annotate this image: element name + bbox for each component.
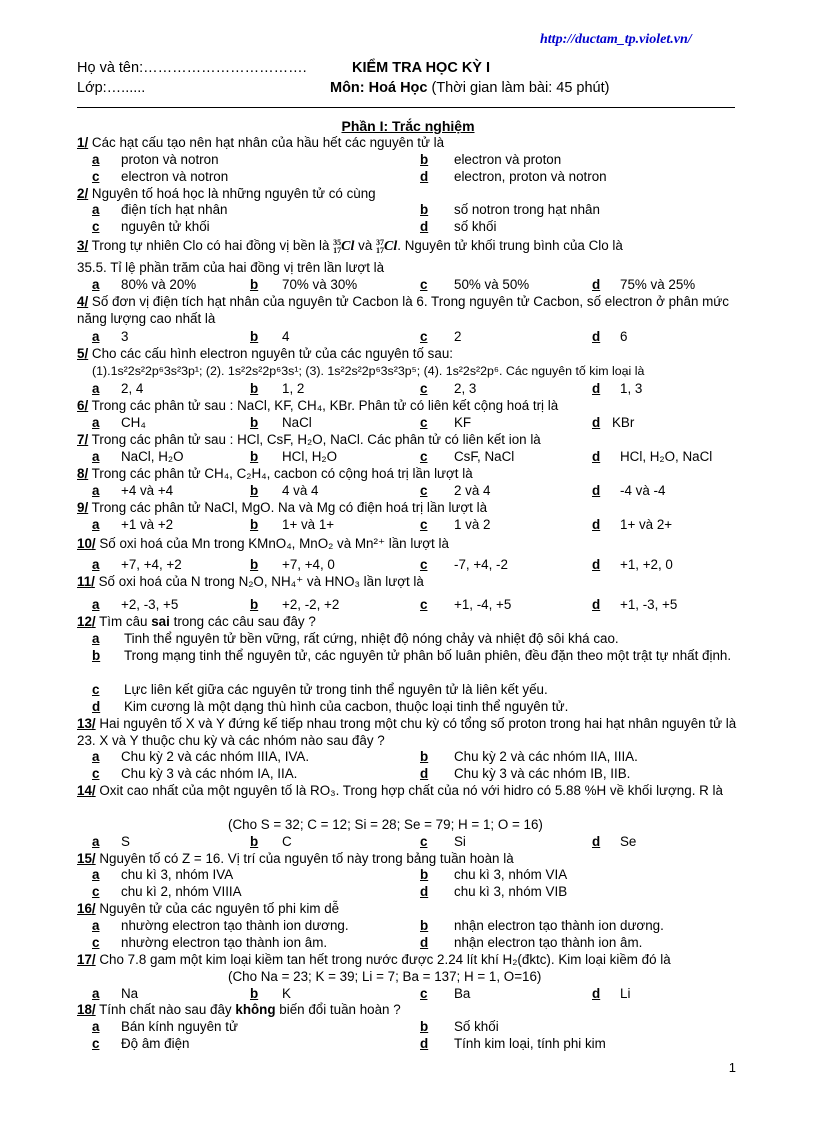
question-3: 3/ Trong tự nhiên Clo có hai đồng vị bền là 35 17Cl và 37 17Cl. Nguyên tử khối trung bình của Clo là [77, 237, 623, 255]
isotope-cl35: 35 17Cl [333, 237, 355, 255]
q17-option-b-text: K [282, 986, 291, 1001]
q4-option-d[interactable]: d [592, 329, 601, 344]
q10-option-a[interactable]: a [92, 557, 100, 572]
question-4: 4/ Số đơn vị điện tích hạt nhân của nguyên tử Cacbon là 6. Trong nguyên tử Cacbon, số electron ở phân mức năng lượng cao nhất là [77, 294, 729, 326]
q5-option-c[interactable]: c [420, 381, 428, 396]
q15-option-a-text: chu kì 3, nhóm IVA [121, 867, 234, 882]
q8-option-a[interactable]: a [92, 483, 100, 498]
q11-option-a-text: +2, -3, +5 [121, 597, 179, 612]
question-9: 9/ Trong các phân tử NaCl, MgO. Na và Mg có điện hoá trị lần lượt là [77, 500, 488, 515]
question-5: 5/ Cho các cấu hình electron nguyên tử của các nguyên tố sau: [77, 346, 453, 361]
q13-option-b-text: Chu kỳ 2 và các nhóm IIA, IIIA. [454, 749, 638, 764]
q5-option-d[interactable]: d [592, 381, 601, 396]
q14-option-c[interactable]: c [420, 834, 428, 849]
source-url[interactable]: http://ductam_tp.violet.vn/ [540, 32, 692, 47]
q15-option-d-text: chu kì 3, nhóm VIB [454, 884, 568, 899]
q16-option-d-text: nhận electron tạo thành ion âm. [454, 935, 643, 950]
q2-option-d[interactable]: d [420, 219, 429, 234]
q18-option-b-text: Số khối [454, 1019, 499, 1034]
q1-option-a[interactable]: a [92, 152, 100, 167]
q15-option-d[interactable]: d [420, 884, 429, 899]
q18-option-a[interactable]: a [92, 1019, 100, 1034]
q2-option-c-text: nguyên tử khối [121, 219, 210, 234]
q15-option-c-text: chu kì 2, nhóm VIIIA [121, 884, 242, 899]
question-10: 10/ Số oxi hoá của Mn trong KMnO₄, MnO₂ và Mn²⁺ lần lượt là [77, 536, 449, 551]
q12-option-a-text: Tinh thể nguyên tử bền vững, rất cứng, nhiệt độ nóng chảy và nhiệt độ sôi khá cao. [124, 631, 619, 646]
q5-option-d-text: 1, 3 [620, 381, 643, 396]
q5-electron-configs: (1).1s²2s²2p⁶3s²3p¹; (2). 1s²2s²2p⁶3s¹; (3). 1s²2s²2p⁶3s²3p⁵; (4). 1s²2s²2p⁶. Các nguyên tố kim loại là [92, 364, 645, 378]
q1-option-d-text: electron, proton và notron [454, 169, 607, 184]
subject-name: Môn: Hoá Học [330, 80, 428, 96]
q9-option-a-text: +1 và +2 [121, 517, 174, 532]
q12-option-c-text: Lực liên kết giữa các nguyên tử trong tinh thể nguyên tử là liên kết yếu. [124, 682, 548, 697]
q17-option-a-text: Na [121, 986, 139, 1001]
q14-option-c-text: Si [454, 834, 466, 849]
q17-given-data: (Cho Na = 23; K = 39; Li = 7; Ba = 137; H = 1, O=16) [228, 969, 542, 984]
q2-option-a[interactable]: a [92, 202, 100, 217]
q6-option-c-text: KF [454, 415, 472, 430]
q12-option-d[interactable]: d [92, 699, 101, 714]
q14-option-d-text: Se [620, 834, 637, 849]
q9-option-c-text: 1 và 2 [454, 517, 491, 532]
q10-option-a-text: +7, +4, +2 [121, 557, 182, 572]
q3-option-a-text: 80% và 20% [121, 277, 197, 292]
q10-option-d-text: +1, +2, 0 [620, 557, 673, 572]
q7-option-b[interactable]: b [250, 449, 259, 464]
q4-option-d-text: 6 [620, 329, 628, 344]
q7-option-b-text: HCl, H₂O [282, 449, 338, 464]
q7-option-a[interactable]: a [92, 449, 100, 464]
q17-option-d-text: Li [620, 986, 631, 1001]
q6-option-d[interactable]: d [592, 415, 601, 430]
question-13: 13/ Hai nguyên tố X và Y đứng kế tiếp nhau trong một chu kỳ có tổng số proton trong hai hạt nhân nguyên tử là 23. X và Y thuộc chu kỳ và các nhóm nào sau đây ? [77, 716, 737, 748]
q13-option-a-text: Chu kỳ 2 và các nhóm IIIA, IVA. [121, 749, 310, 764]
q4-option-a-text: 3 [121, 329, 129, 344]
q11-option-d[interactable]: d [592, 597, 601, 612]
q16-option-b-text: nhận electron tạo thành ion dương. [454, 918, 664, 933]
q10-option-b-text: +7, +4, 0 [282, 557, 335, 572]
q5-option-a-text: 2, 4 [121, 381, 144, 396]
q14-option-a[interactable]: a [92, 834, 100, 849]
q1-option-b-text: electron và proton [454, 152, 562, 167]
q5-option-a[interactable]: a [92, 381, 100, 396]
q12-option-c[interactable]: c [92, 682, 100, 697]
q3-option-b-text: 70% và 30% [282, 277, 358, 292]
q6-option-d-text: KBr [612, 415, 635, 430]
q9-option-b-text: 1+ và 1+ [282, 517, 335, 532]
q14-option-d[interactable]: d [592, 834, 601, 849]
q16-option-a-text: nhường electron tạo thành ion dương. [121, 918, 349, 933]
q8-option-c-text: 2 và 4 [454, 483, 491, 498]
q10-option-c-text: -7, +4, -2 [454, 557, 508, 572]
q13-option-d[interactable]: d [420, 766, 429, 781]
q5-option-b-text: 1, 2 [282, 381, 305, 396]
q11-option-a[interactable]: a [92, 597, 100, 612]
q18-option-c-text: Độ âm điện [121, 1036, 190, 1051]
q1-option-c[interactable]: c [92, 169, 100, 184]
q12-option-d-text: Kim cương là một dạng thù hình của cacbon, thuộc loại tinh thể nguyên tử. [124, 699, 569, 714]
q13-option-c[interactable]: c [92, 766, 100, 781]
question-1: 1/ Các hạt cấu tạo nên hạt nhân của hầu hết các nguyên tử là [77, 135, 445, 150]
q1-option-a-text: proton và notron [121, 152, 219, 167]
name-field-label: Họ và tên:……………………………. [77, 60, 307, 76]
q4-option-b-text: 4 [282, 329, 290, 344]
question-14: 14/ Oxit cao nhất của một nguyên tố là RO₃. Trong hợp chất của nó với hidro có 5.88 %H về khối lượng. R là [77, 783, 723, 798]
q14-option-b[interactable]: b [250, 834, 259, 849]
question-3-continued: 35.5. Tỉ lệ phần trăm của hai đồng vị trên lần lượt là [77, 260, 385, 275]
q11-option-c[interactable]: c [420, 597, 428, 612]
q14-option-b-text: C [282, 834, 292, 849]
question-18: 18/ Tính chất nào sau đây không biến đổi tuần hoàn ? [77, 1002, 401, 1017]
q15-option-a[interactable]: a [92, 867, 100, 882]
question-7: 7/ Trong các phân tử sau : HCl, CsF, H₂O, NaCl. Các phân tử có liên kết ion là [77, 432, 541, 447]
q18-option-c[interactable]: c [92, 1036, 100, 1051]
header-divider [77, 107, 735, 108]
q11-option-d-text: +1, -3, +5 [620, 597, 678, 612]
question-15: 15/ Nguyên tố có Z = 16. Vị trí của nguyên tố này trong bảng tuần hoàn là [77, 851, 514, 866]
exam-duration: (Thời gian làm bài: 45 phút) [431, 80, 610, 96]
q9-option-d[interactable]: d [592, 517, 601, 532]
q8-option-b-text: 4 và 4 [282, 483, 319, 498]
q7-option-c-text: CsF, NaCl [454, 449, 515, 464]
q3-option-d-text: 75% và 25% [620, 277, 696, 292]
q6-option-a[interactable]: a [92, 415, 100, 430]
q2-option-b[interactable]: b [420, 202, 429, 217]
q11-option-b-text: +2, -2, +2 [282, 597, 340, 612]
q11-option-c-text: +1, -4, +5 [454, 597, 512, 612]
q14-option-a-text: S [121, 834, 130, 849]
q18-option-d[interactable]: d [420, 1036, 429, 1051]
q8-option-b[interactable]: b [250, 483, 259, 498]
q5-option-c-text: 2, 3 [454, 381, 477, 396]
q12-option-a[interactable]: a [92, 631, 100, 646]
question-16: 16/ Nguyên tử của các nguyên tố phi kim dễ [77, 901, 340, 916]
question-8: 8/ Trong các phân tử CH₄, C₂H₄, cacbon có cộng hoá trị lần lượt là [77, 466, 473, 481]
question-6: 6/ Trong các phân tử sau : NaCl, KF, CH₄, KBr. Phân tử có liên kết cộng hoá trị là [77, 398, 559, 413]
question-17: 17/ Cho 7.8 gam một kim loại kiềm tan hết trong nước được 2.24 lít khí H₂(đktc). Kim loại kiềm đó là [77, 952, 671, 967]
q15-option-b-text: chu kì 3, nhóm VIA [454, 867, 568, 882]
q9-option-c[interactable]: c [420, 517, 428, 532]
q1-option-d[interactable]: d [420, 169, 429, 184]
question-11: 11/ Số oxi hoá của N trong N₂O, NH₄⁺ và HNO₃ lần lượt là [77, 574, 424, 589]
page-number: 1 [728, 1060, 736, 1075]
q3-option-d[interactable]: d [592, 277, 601, 292]
q6-option-b-text: NaCl [282, 415, 312, 430]
q2-option-d-text: số khối [454, 219, 497, 234]
q12-option-b[interactable]: b [92, 648, 101, 663]
q15-option-c[interactable]: c [92, 884, 100, 899]
q2-option-c[interactable]: c [92, 219, 100, 234]
q18-option-b[interactable]: b [420, 1019, 429, 1034]
q7-option-c[interactable]: c [420, 449, 428, 464]
q8-option-a-text: +4 và +4 [121, 483, 174, 498]
q8-option-d[interactable]: d [592, 483, 601, 498]
q7-option-d-text: HCl, H₂O, NaCl [620, 449, 713, 464]
q2-option-a-text: điện tích hạt nhân [121, 202, 228, 217]
q6-option-c[interactable]: c [420, 415, 428, 430]
q7-option-a-text: NaCl, H₂O [121, 449, 184, 464]
isotope-cl37: 37 17Cl [376, 237, 398, 255]
q16-option-c-text: nhường electron tạo thành ion âm. [121, 935, 328, 950]
q14-given-data: (Cho S = 32; C = 12; Si = 28; Se = 79; H = 1; O = 16) [228, 817, 543, 832]
q2-option-b-text: số notron trong hạt nhân [454, 202, 600, 217]
q3-option-a[interactable]: a [92, 277, 100, 292]
q3-option-c[interactable]: c [420, 277, 428, 292]
q9-option-a[interactable]: a [92, 517, 100, 532]
q6-option-a-text: CH₄ [121, 415, 146, 430]
q9-option-d-text: 1+ và 2+ [620, 517, 673, 532]
q16-option-b[interactable]: b [420, 918, 429, 933]
exam-title: KIỂM TRA HỌC KỲ I [352, 60, 491, 76]
q10-option-c[interactable]: c [420, 557, 428, 572]
q1-option-c-text: electron và notron [121, 169, 229, 184]
q10-option-d[interactable]: d [592, 557, 601, 572]
q13-option-d-text: Chu kỳ 3 và các nhóm IB, IIB. [454, 766, 631, 781]
q3-option-c-text: 50% và 50% [454, 277, 530, 292]
q7-option-d[interactable]: d [592, 449, 601, 464]
q9-option-b[interactable]: b [250, 517, 259, 532]
q16-option-c[interactable]: c [92, 935, 100, 950]
q13-option-c-text: Chu kỳ 3 và các nhóm IA, IIA. [121, 766, 298, 781]
question-2: 2/ Nguyên tố hoá học là những nguyên tử có cùng [77, 186, 376, 201]
section-title: Phần I: Trắc nghiệm [341, 118, 475, 134]
q11-option-b[interactable]: b [250, 597, 259, 612]
q15-option-b[interactable]: b [420, 867, 429, 882]
q8-option-d-text: -4 và -4 [620, 483, 666, 498]
q10-option-b[interactable]: b [250, 557, 259, 572]
q5-option-b[interactable]: b [250, 381, 259, 396]
question-12: 12/ Tìm câu sai trong các câu sau đây ? [77, 614, 316, 629]
q4-option-a[interactable]: a [92, 329, 100, 344]
q18-option-d-text: Tính kim loại, tính phi kim [454, 1036, 606, 1051]
q17-option-d[interactable]: d [592, 986, 601, 1001]
q8-option-c[interactable]: c [420, 483, 428, 498]
q17-option-a[interactable]: a [92, 986, 100, 1001]
exam-subject [330, 80, 609, 96]
class-field-label: Lớp:…...... [77, 80, 146, 96]
q3-option-b[interactable]: b [250, 277, 259, 292]
q16-option-d[interactable]: d [420, 935, 429, 950]
q17-option-c-text: Ba [454, 986, 471, 1001]
q13-option-b[interactable]: b [420, 749, 429, 764]
q16-option-a[interactable]: a [92, 918, 100, 933]
q18-option-a-text: Bán kính nguyên tử [121, 1019, 238, 1034]
q4-option-c-text: 2 [454, 329, 462, 344]
q1-option-b[interactable]: b [420, 152, 429, 167]
q17-option-c[interactable]: c [420, 986, 428, 1001]
q12-option-b-text: Trong mạng tinh thể nguyên tử, các nguyên tử phân bố luân phiên, đều đặn theo một trật tự nhất định. [124, 648, 732, 663]
q13-option-a[interactable]: a [92, 749, 100, 764]
q4-option-c[interactable]: c [420, 329, 428, 344]
q4-option-b[interactable]: b [250, 329, 259, 344]
q6-option-b[interactable]: b [250, 415, 259, 430]
q17-option-b[interactable]: b [250, 986, 259, 1001]
